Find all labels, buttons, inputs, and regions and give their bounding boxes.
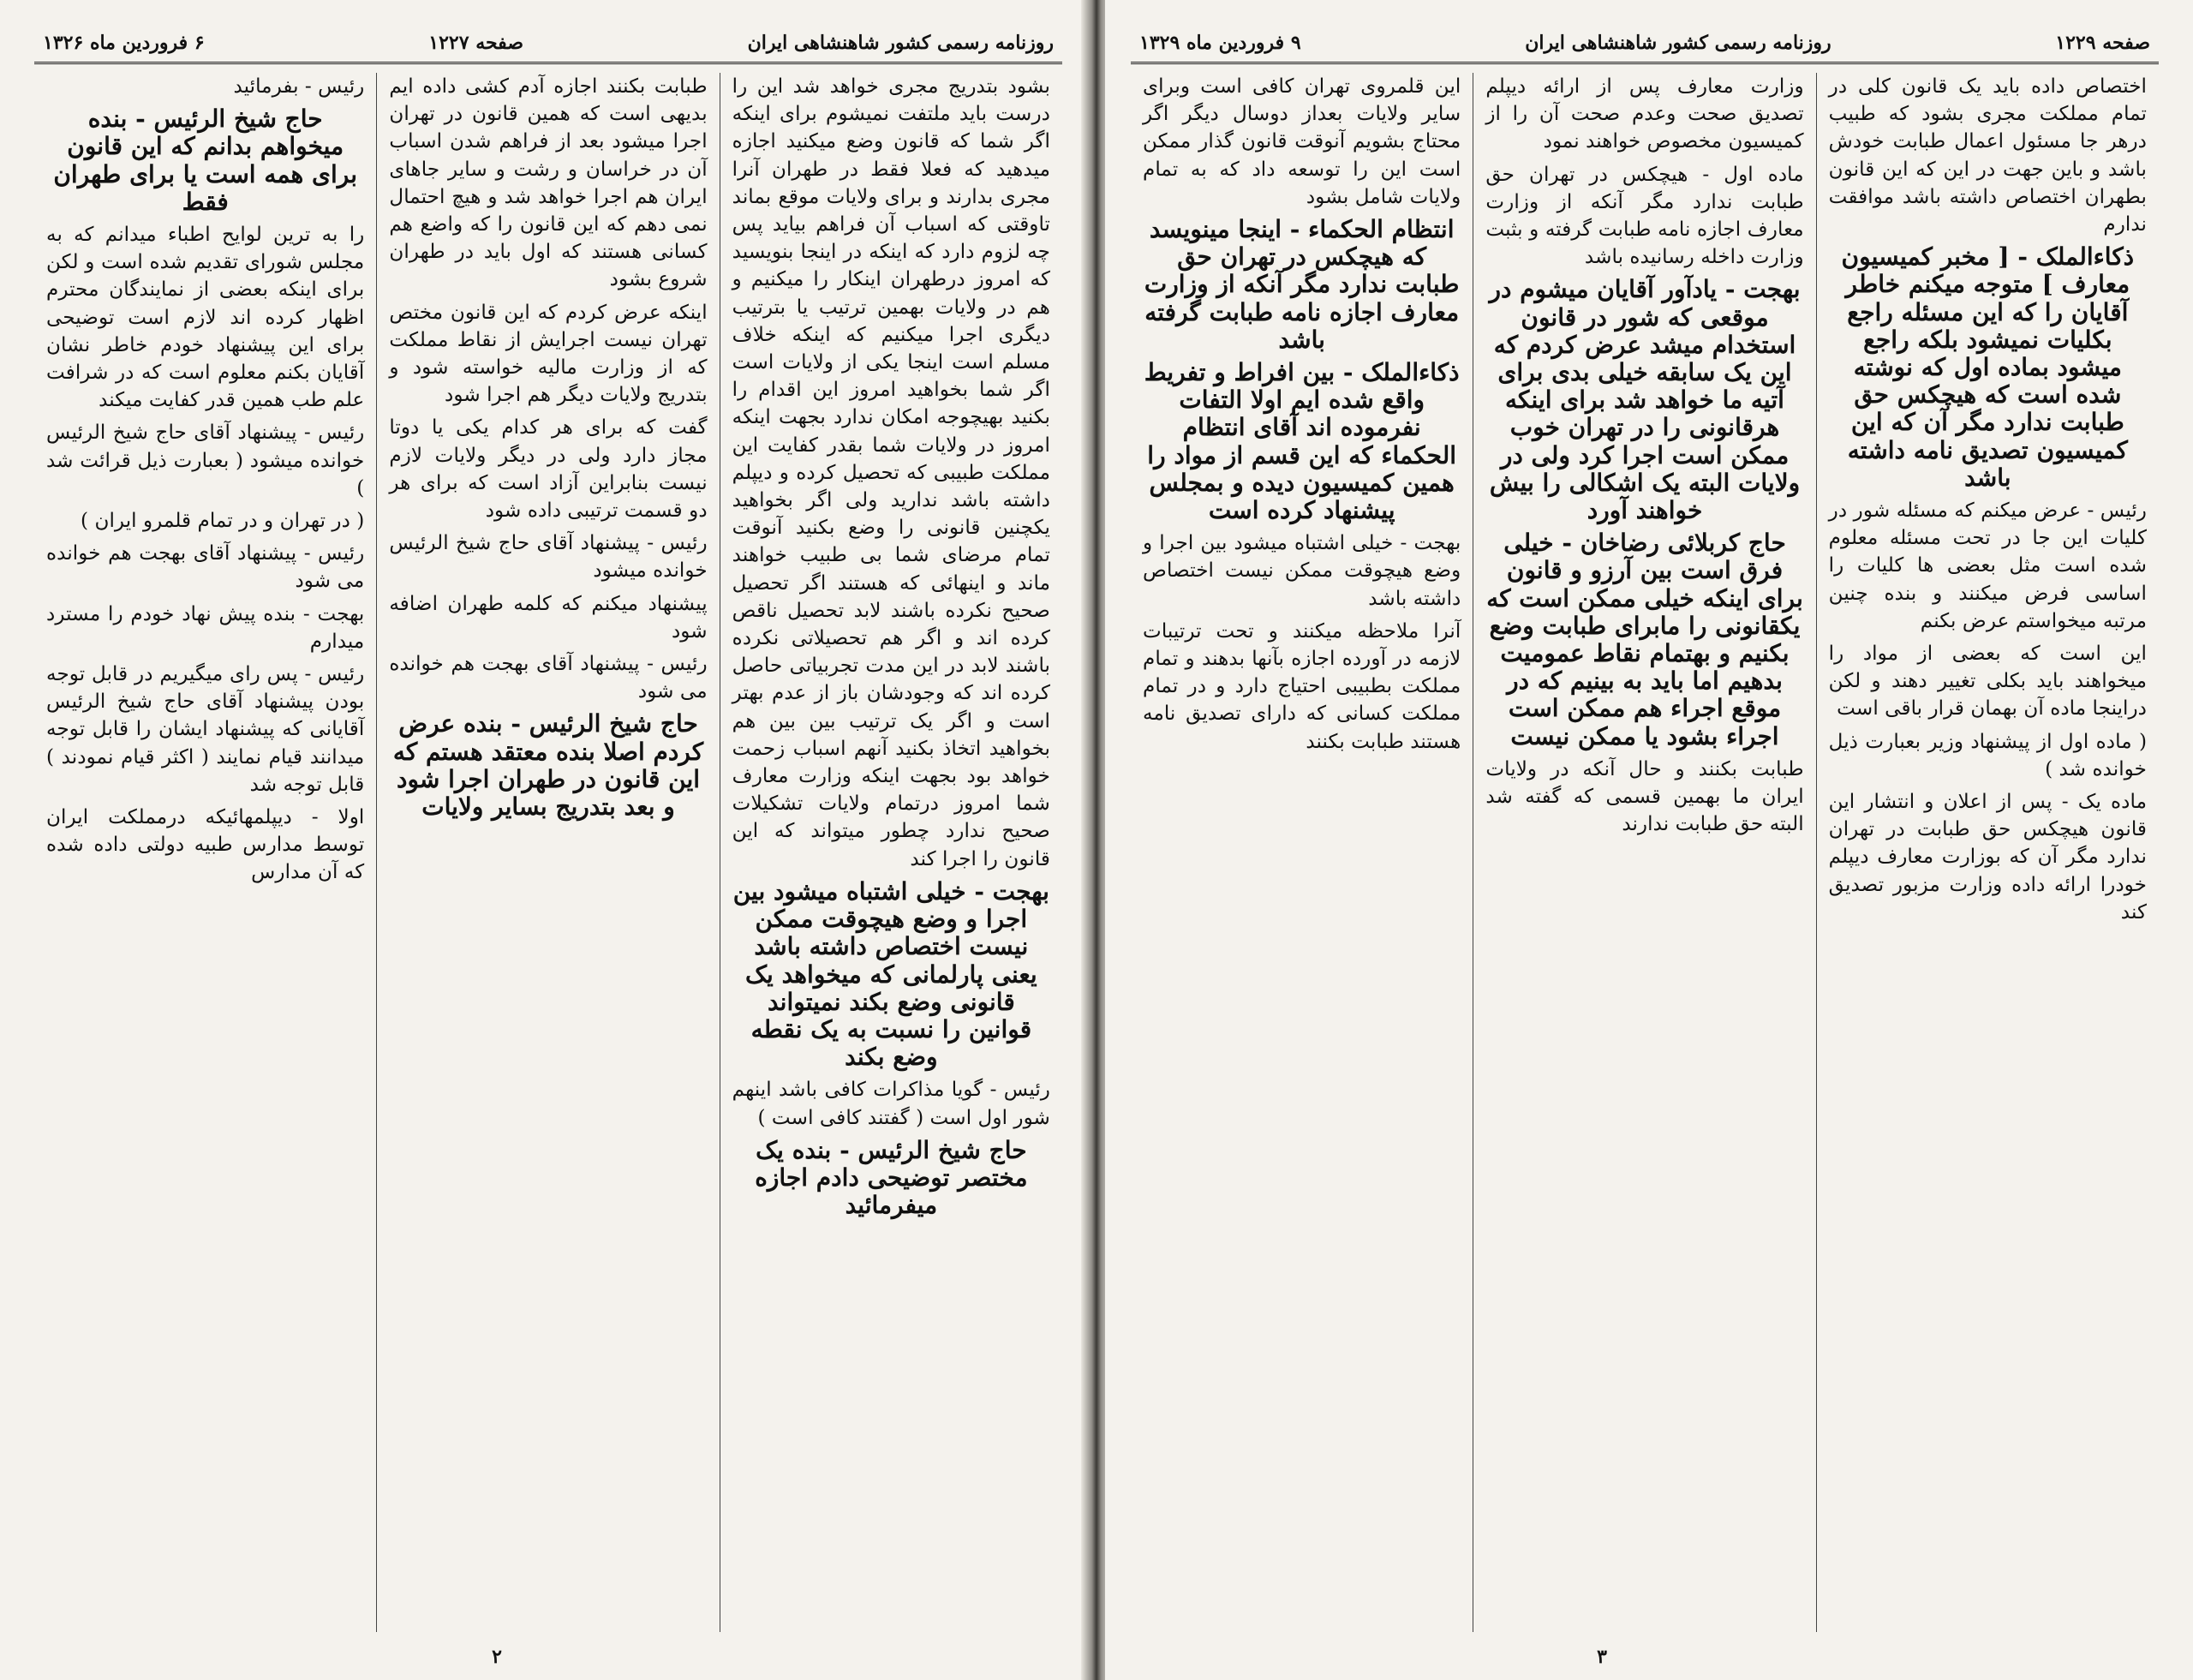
paragraph: اختصاص داده باید یک قانون کلی در تمام مملکت مجری بشود که طبیب درهر جا مسئول اعمال طبابت خودش باشد و باین جهت در این که این قانون بطهران اختصاص داشته باشد موافقت ندارم <box>1828 75 2147 236</box>
paragraph: حاج شیخ الرئیس - بنده میخواهم بدانم که این قانون برای همه است یا برای طهران فقط <box>53 105 357 216</box>
left-column-2 <box>376 73 719 1632</box>
right-page-header <box>1131 24 2159 64</box>
left-columns <box>34 73 1062 1632</box>
left-header-publication: روزنامه رسمی کشور شاهنشاهی ایران <box>747 32 1054 54</box>
paragraph: ذکاءالملک - [ مخبر کمیسیون معارف ] متوجه میکنم خاطر آقایان را که این مسئله راجع بکلیات نمیشود بلکه راجع میشود بماده اول که نوشته شده است که هیچکس حق طبابت ندارد مگر آن که این کمیسیون تصدیق نامه داشته باشد <box>1841 242 2135 492</box>
paragraph: رئیس - گویا مذاکرات کافی باشد اینهم شور اول است ( گفتند کافی است ) <box>732 1078 1050 1129</box>
paragraph: رئیس - پیشنهاد آقای حاج شیخ الرئیس خوانده میشود ( بعبارت ذیل قرائت شد ) <box>46 421 365 499</box>
left-page <box>0 0 1088 1680</box>
paragraph: رئیس - پیشنهاد آقای حاج شیخ الرئیس خوانده میشود <box>389 531 708 583</box>
paragraph: ذکاءالملک - بین افراط و تفریط واقع شده ایم اولا التفات نفرموده اند آقای انتظام الحکماء که این قسم از مواد را همین کمیسیون دیده و بمجلس پیشنهاد کرده است <box>1144 358 1460 525</box>
paragraph: وزارت معارف پس از ارائه دیپلم تصدیق صحت وعدم صحت آن را از کمیسیون مخصوص خواهند نمود <box>1485 75 1804 153</box>
right-page-footer-number: ۳ <box>1597 1646 1607 1668</box>
left-page-header <box>34 24 1062 64</box>
paragraph: حاج شیخ الرئیس - بنده یک مختصر توضیحی دادم اجازه میفرمائید <box>755 1135 1028 1220</box>
paragraph: بهجت - خیلی اشتباه میشود بین اجرا و وضع هیچوقت ممکن نیست اختصاص داشته باشد <box>1143 531 1461 610</box>
paragraph: رئیس - پس رای میگیریم در قابل توجه بودن پیشنهاد آقای حاج شیخ الرئیس آقایانی که پیشنهاد ایشان را قابل توجه میدانند قیام نمایند ( اکثر قیام نمودند ) قابل توجه شد <box>46 662 365 796</box>
paragraph: اولا - دیپلمهائیکه درمملکت ایران توسط مدارس طبیه دولتی داده شده که آن مدارس <box>46 805 365 884</box>
paragraph: طبابت بکنند اجازه آدم کشی داده ایم بدیهی است که همین قانون در تهران اجرا میشود بعد از فراهم شدن اسباب آن در خراسان و رشت و سایر جاهای ایران هم اجرا خواهد شد و هیچ احتمال نمی دهم که این قانون را که واضع هم کسانی هستند که اول باید در طهران شروع بشود <box>389 75 708 291</box>
left-header-date: ۶ فروردین ماه ۱۳۲۶ <box>43 32 205 54</box>
paragraph: حاج شیخ الرئیس - بنده عرض کردم اصلا بنده معتقد هستم که این قانون در طهران اجرا شود و بعد بتدریج بسایر ولایات <box>392 709 704 822</box>
left-page-footer-number: ۲ <box>492 1646 502 1668</box>
paragraph: طبابت بکنند و حال آنکه در ولایات ایران ما بهمین قسمی که گفته شد البته حق طبابت ندارند <box>1485 756 1804 836</box>
right-header-publication: روزنامه رسمی کشور شاهنشاهی ایران <box>1525 32 1831 54</box>
paragraph: را به ترین لوایح اطباء میدانم که به مجلس شورای تقدیم شده است و لکن برای اینکه بعضی از نمایندگان محترم اظهار کرده اند لازم است توضیحی برای این پیشنهاد خودم خاطر نشان آقایان بکنم معلوم است که در شرافت علم طب همین قدر کفایت میکند <box>46 223 365 412</box>
right-header-page-number: صفحه ۱۲۲۹ <box>2055 32 2150 54</box>
paragraph: ( ماده اول از پیشنهاد وزیر بعبارت ذیل خوانده شد ) <box>1828 729 2147 780</box>
left-header-page-number: صفحه ۱۲۲۷ <box>428 32 523 54</box>
paragraph: پیشنهاد میکنم که کلمه طهران اضافه شود <box>389 591 708 643</box>
right-column-3 <box>1131 73 1473 1632</box>
paragraph: این قلمروی تهران کافی است وبرای سایر ولایات بعداز دوسال دیگر اگر محتاج بشویم آنوقت قانون گذار ممکن است این را توسعه داد که به تمام ولایات شامل بشود <box>1143 75 1461 208</box>
paragraph: ماده اول - هیچکس در تهران حق طبابت ندارد مگر آنکه از وزارت معارف اجازه نامه طبابت گرفته و بثبت وزارت داخله رسانیده باشد <box>1485 162 1804 269</box>
paragraph: بهجت - یادآور آقایان میشوم در موقعی که شور در قانون استخدام میشد عرض کردم که این یک سابقه خیلی بدی برای آتیه ما خواهد شد برای اینکه هرقانونی را در تهران خوب ممکن است اجرا کرد ولی در ولایات البته یک اشکالی را بیش خواهند آورد <box>1489 275 1801 525</box>
paragraph: اینکه عرض کردم که این قانون مختص تهران نیست اجرایش از نقاط مملکت که از وزارت مالیه خواسته شود و بتدریج ولایات دیگر هم اجرا شود <box>389 300 708 407</box>
paragraph: رئیس - عرض میکنم که مسئله شور در کلیات این جا در تحت مسئله معلوم شده است مثل بعضی ها کلیات را اساسی فرض میکنند و بنده چنین مرتبه میخواستم عرض بکنم <box>1828 499 2147 632</box>
paragraph: گفت که برای هر کدام یکی یا دوتا مجاز دارد ولی در دیگر ولایات لازم نیست بنابراین آزاد است که برای هر دو قسمت ترتیبی داده شود <box>389 416 708 523</box>
left-column-1 <box>720 73 1062 1632</box>
right-column-2 <box>1473 73 1815 1632</box>
paragraph: بشود بتدریج مجری خواهد شد این را درست باید ملتفت نمیشوم برای اینکه اگر شما که قانون وضع میکنید اجازه میدهید که فعلا فقط در طهران آنرا مجری بدارند و برای ولایات موقع بماند تاوقتی که اسباب آن فراهم بیاید پس چه لزوم دارد که اینکه در اینجا بنویسید که امروز درطهران اینکار را میکنیم و هم در ولایات بهمین ترتیب یا بترتیب دیگری اجرا میکنیم که اینکه خلاف مسلم است اینجا یکی از ولایات است اگر شما بخواهید امروز این اقدام را بکنید بهیچوجه امکان ندارد بجهت اینکه امروز در ولایات شما بقدر کفایت این مملکت طبیبی که تحصیل کرده و دیپلم داشته باشد ندارید ولی اگر بخواهید یکچنین قانونی را وضع بکنید آنوقت تمام مرضای شما بی طبیب خواهند ماند و اینهائی که هستند اگر تحصیل صحیح نکرده باشند لابد تحصیل ناقص کرده اند و اگر هم تحصیلاتی نکرده باشند لابد در این مدت تجربیاتی حاصل کرده اند که وجودشان باز از عدم بهتر است و اگر یک ترتیب بین بین هم بخواهید اتخاذ بکنید آنهم اسباب زحمت خواهد بود بجهت اینکه وزارت معارف شما امروز درتمام ولایات تشکیلات صحیح ندارد چطور میتواند که این قانون را اجرا کند <box>732 75 1050 870</box>
right-column-1 <box>1816 73 2159 1632</box>
right-page <box>1105 0 2193 1680</box>
paragraph: ( در تهران و در تمام قلمرو ایران ) <box>81 509 365 533</box>
paragraph: رئیس - پیشنهاد آقای بهجت هم خوانده می شود <box>389 652 708 703</box>
right-header-date: ۹ فروردین ماه ۱۳۲۹ <box>1139 32 1301 54</box>
paragraph: انتظام الحکماء - اینجا مینویسد که هیچکس در تهران حق طبابت ندارد مگر آنکه از وزارت معارف اجازه نامه طبابت گرفته باشد <box>1144 215 1460 354</box>
left-column-3 <box>34 73 376 1632</box>
right-columns <box>1131 73 2159 1632</box>
paragraph: حاج کربلائی رضاخان - خیلی فرق است بین آرزو و قانون برای اینکه خیلی ممکن است که یکقانونی را مابرای طبابت وضع بکنیم و بهتمام نقاط عمومیت بدهیم اما باید به بینیم که در موقع اجراء هم ممکن است اجراء بشود یا ممکن نیست <box>1486 529 1803 750</box>
paragraph: آنرا ملاحظه میکنند و تحت ترتیبات لازمه در آورده اجازه بآنها بدهند و تمام مملکت بطبیبی احتیاج دارد و در تمام مملکت کسانی که دارای تصدیق نامه هستند طبابت بکنند <box>1143 619 1461 753</box>
paragraph: ماده یک - پس از اعلان و انتشار این قانون هیچکس حق طبابت در تهران ندارد مگر آن که بوزارت معارف دیپلم خودرا ارائه داده وزارت مزبور تصدیق کند <box>1828 790 2147 924</box>
paragraph: بهجت - خیلی اشتباه میشود بین اجرا و وضع هیچوقت ممکن نیست اختصاص داشته باشد یعنی پارلمانی که میخواهد یک قانونی وضع بکند نمیتواند قوانین را نسبت به یک نقطه وضع بکند <box>732 876 1049 1072</box>
paragraph: رئیس - بفرمائید <box>233 75 365 98</box>
paragraph: بهجت - بنده پیش نهاد خودم را مسترد میدارم <box>46 601 365 653</box>
paragraph: این است که بعضی از مواد را میخواهند باید بکلی تغییر دهند و لکن دراینجا ماده آن بهمان قرار باقی است <box>1828 642 2147 720</box>
paragraph: رئیس - پیشنهاد آقای بهجت هم خوانده می شود <box>46 541 365 593</box>
